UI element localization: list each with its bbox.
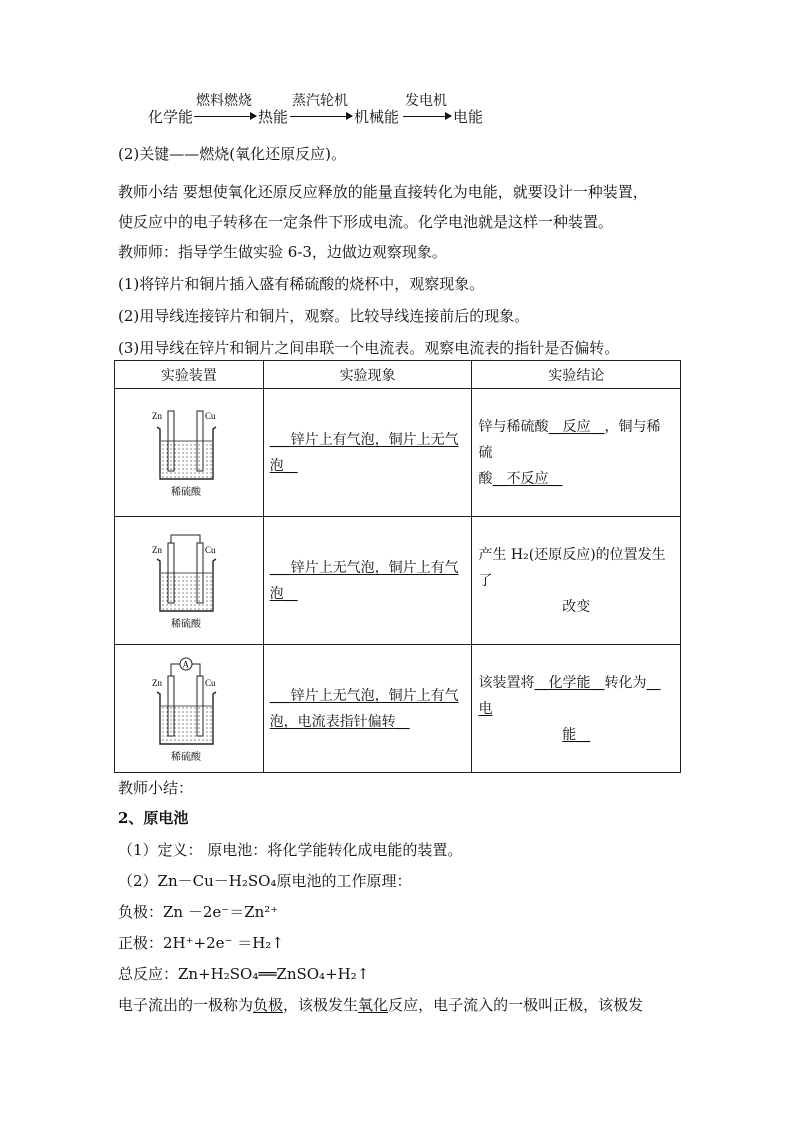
apparatus-cell — [115, 517, 264, 645]
summary-line: 使反应中的电子转移在一定条件下形成电流。化学电池就是这样一种装置。 — [118, 213, 614, 231]
beaker-wire-diagram — [149, 531, 229, 631]
header-apparatus: 实验装置 — [115, 361, 264, 389]
positive-electrode-eq: 正极：2H⁺+2e⁻ ＝H₂↑ — [118, 934, 284, 952]
zn-label: Zn — [151, 677, 162, 688]
chain-arrow — [194, 116, 256, 117]
header-conclusion: 实验结论 — [472, 361, 681, 389]
summary-line: 教师小结 要想使氧化还原反应释放的能量直接转化为电能，就要设计一种装置， — [118, 183, 648, 201]
guide-text: 教师师：指导学生做实验 6-3，边做边观察现象。 — [118, 243, 447, 261]
step-item: (1)将锌片和铜片插入盛有稀硫酸的烧杯中，观察现象。 — [118, 275, 485, 293]
table-row — [115, 389, 681, 517]
phenomenon-text: ___锌片上无气泡，铜片上有气泡__ — [269, 559, 459, 602]
phenomenon-cell — [263, 517, 472, 645]
header-phenomenon: 实验现象 — [263, 361, 472, 389]
cu-label: Cu — [204, 544, 216, 555]
acid-label: 稀硫酸 — [170, 751, 201, 763]
conclusion-part: 锌与稀硫酸 — [478, 418, 549, 435]
step-item: (2)用导线连接锌片和铜片，观察。比较导线连接前后的现象。 — [118, 307, 530, 325]
chain-item: 机械能 — [354, 108, 400, 126]
chain-arrow — [290, 116, 352, 117]
apparatus-cell — [115, 389, 264, 517]
conclusion-answer: 能__ — [562, 726, 591, 743]
acid-label: 稀硫酸 — [170, 486, 201, 498]
text-part: ，该极发生 — [283, 996, 359, 1014]
chain-item: 电能 — [453, 108, 484, 126]
conclusion-cell — [472, 517, 681, 645]
conclusion-part: 产生 H₂(还原反应)的位置发生了 — [478, 546, 666, 589]
text-highlight: 负极 — [253, 996, 284, 1014]
phenomenon-text: ___锌片上无气泡，铜片上有气泡，电流表指针偏转__ — [269, 687, 459, 730]
conclusion-part: 该装置将 — [478, 674, 535, 691]
conclusion-answer: __不反应__ — [492, 470, 563, 487]
table-header-row — [115, 361, 681, 389]
conclusion-text — [478, 542, 674, 620]
acid-solution — [161, 573, 212, 610]
zn-label: Zn — [151, 410, 162, 421]
table-row — [115, 517, 681, 645]
connecting-wire — [171, 535, 200, 543]
total-reaction-eq: 总反应：Zn+H₂SO₄══ZnSO₄+H₂↑ — [118, 965, 370, 983]
beaker-ammeter-diagram — [149, 654, 229, 764]
cu-label: Cu — [204, 410, 216, 421]
conclusion-part: 改变 — [562, 598, 591, 615]
apparatus-cell — [115, 645, 264, 773]
chain-label: 蒸汽轮机 — [292, 93, 348, 109]
chain-label: 发电机 — [405, 93, 447, 109]
chain-label: 燃料燃烧 — [196, 93, 252, 109]
cu-label: Cu — [204, 677, 216, 688]
teacher-summary: 教师小结： — [118, 779, 194, 797]
acid-solution — [161, 706, 212, 743]
text-highlight: 氧化 — [358, 996, 389, 1014]
conclusion-answer: __电 — [478, 674, 661, 717]
conclusion-text — [478, 670, 674, 748]
chain-arrow — [403, 116, 451, 117]
table-row — [115, 645, 681, 773]
negative-electrode-eq: 负极：Zn －2e⁻＝Zn²⁺ — [118, 903, 279, 921]
conclusion-text — [478, 414, 674, 492]
conclusion-cell — [472, 389, 681, 517]
energy-chain — [148, 92, 508, 132]
key-point: (2)关键——燃烧(氧化还原反应)。 — [118, 145, 346, 163]
step-item: (3)用导线在锌片和铜片之间串联一个电流表。观察电流表的指针是否偏转。 — [118, 339, 620, 357]
experiment-table — [114, 360, 681, 773]
conclusion-cell — [472, 645, 681, 773]
phenomenon-cell — [263, 645, 472, 773]
conclusion-answer: __化学能__ — [534, 674, 605, 691]
text-part: 反应，电子流入的一极叫正极，该极发 — [388, 996, 644, 1014]
zn-label: Zn — [151, 544, 162, 555]
electron-flow-text — [118, 995, 643, 1015]
definition-text: （1）定义： 原电池：将化学能转化成电能的装置。 — [118, 841, 463, 859]
principle-text: （2）Zn－Cu－H₂SO₄原电池的工作原理： — [118, 872, 412, 890]
text-part: 电子流出的一极称为 — [118, 996, 254, 1014]
conclusion-part: ，铜与稀硫 — [478, 418, 661, 461]
conclusion-answer: __反应__ — [548, 418, 605, 435]
phenomenon-cell — [263, 389, 472, 517]
section-title: 2、原电池 — [118, 809, 189, 827]
beaker-apparatus-diagram — [149, 407, 229, 499]
acid-label: 稀硫酸 — [170, 618, 201, 630]
conclusion-part: 酸 — [478, 470, 493, 487]
chain-item: 化学能 — [148, 108, 194, 126]
chain-item: 热能 — [258, 108, 289, 126]
ammeter-label: A — [182, 659, 189, 669]
conclusion-part: 转化为 — [604, 674, 647, 691]
phenomenon-text: ___锌片上有气泡，铜片上无气泡__ — [269, 431, 459, 474]
acid-solution — [161, 441, 212, 478]
